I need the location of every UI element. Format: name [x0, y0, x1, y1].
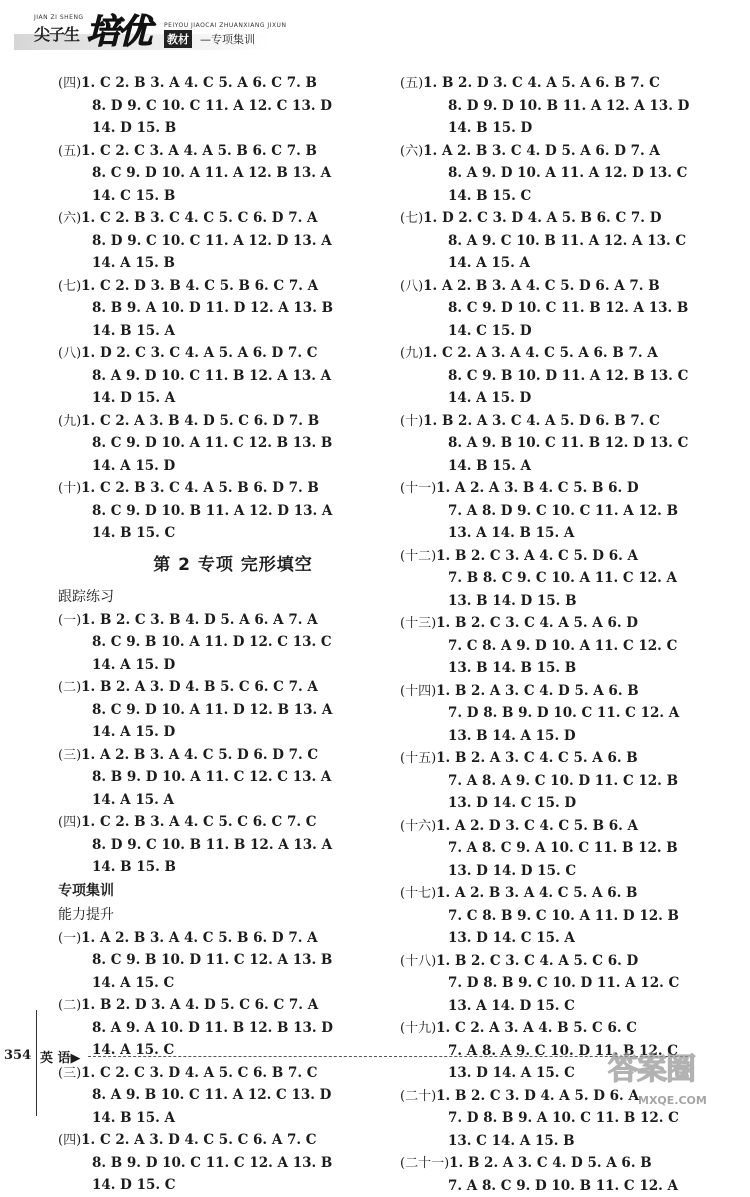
answer-text: 14. C 15. B [92, 188, 175, 204]
set-label: (二) [58, 680, 81, 695]
answer-text: 13. A 14. D 15. C [448, 998, 575, 1014]
set-label: (四) [58, 1133, 81, 1148]
set-label: (十) [58, 481, 81, 496]
watermark [608, 1036, 750, 1116]
answer-text: 14. C 15. D [448, 323, 532, 339]
answer-line [400, 140, 740, 163]
answer-line [58, 95, 388, 118]
answer-line [58, 185, 388, 208]
set-label: (六) [58, 211, 81, 226]
answer-line [400, 185, 740, 208]
answer-line [400, 275, 740, 298]
answer-line [400, 657, 740, 680]
answer-line [58, 455, 388, 478]
answer-text: 14. D 15. A [92, 390, 175, 406]
answer-text: 1. D 2. C 3. C 4. A 5. A 6. D 7. C [81, 345, 317, 361]
answer-text: 14. B 15. A [448, 458, 531, 474]
answer-line [400, 860, 740, 883]
answer-text: 1. C 2. D 3. B 4. C 5. B 6. C 7. A [81, 278, 318, 294]
set-label: (四) [58, 815, 81, 830]
footer-vertical-rule [36, 1010, 37, 1116]
answer-line [400, 545, 740, 568]
answer-text: 8. A 9. B 10. C 11. B 12. D 13. C [448, 435, 688, 451]
answer-line [58, 654, 388, 677]
answer-text: 1. C 2. A 3. B 4. D 5. C 6. D 7. B [81, 413, 319, 429]
answer-text: 8. C 9. D 10. A 11. A 12. B 13. A [92, 165, 331, 181]
answer-line [400, 747, 740, 770]
answer-text: 8. B 9. A 10. D 11. D 12. A 13. B [92, 300, 333, 316]
answer-line [400, 837, 740, 860]
set-label: (二十一) [400, 1156, 449, 1171]
header-small-title: 尖子生 [34, 22, 79, 45]
set-label: (十七) [400, 886, 436, 901]
answer-line [400, 162, 740, 185]
answer-line [58, 789, 388, 812]
answer-text: 7. A 8. C 9. D 10. B 11. C 12. A [448, 1178, 678, 1194]
answer-text: 8. A 9. D 10. A 11. A 12. D 13. C [448, 165, 687, 181]
answer-line [400, 905, 740, 928]
answer-text: 1. A 2. B 3. A 4. C 5. D 6. D 7. C [81, 747, 318, 763]
answer-line [58, 1174, 388, 1197]
answer-text: 7. D 8. B 9. C 10. D 11. A 12. C [448, 975, 679, 991]
answer-text: 7. A 8. A 9. C 10. D 11. B 12. C [448, 1043, 678, 1059]
header-pinyin-left: JIAN ZI SHENG [34, 14, 84, 21]
answer-text: 8. A 9. C 10. B 11. A 12. A 13. C [448, 233, 686, 249]
book-header [14, 0, 314, 58]
answer-line [400, 1152, 740, 1175]
answer-text: 13. D 14. C 15. A [448, 930, 575, 946]
answer-line [400, 567, 740, 590]
answer-text: 8. C 9. D 10. A 11. D 12. B 13. A [92, 702, 332, 718]
answer-line [58, 972, 388, 995]
answer-line [58, 342, 388, 365]
answer-text: 13. D 14. A 15. C [448, 1065, 575, 1081]
set-label: (十六) [400, 819, 436, 834]
answer-text: 1. B 2. D 3. C 4. A 5. A 6. B 7. C [423, 75, 660, 91]
subhead-tracking-practice: 跟踪练习 [58, 585, 388, 609]
answer-text: 7. C 8. B 9. C 10. A 11. D 12. B [448, 908, 679, 924]
answer-text: 13. B 14. A 15. D [448, 728, 576, 744]
answer-text: 8. D 9. C 10. C 11. A 12. D 13. A [92, 233, 332, 249]
answer-line [400, 1130, 740, 1153]
answer-text: 14. A 15. D [92, 724, 175, 740]
answer-text: 1. B 2. C 3. C 4. A 5. A 6. D [436, 615, 638, 631]
answer-text: 1. B 2. A 3. D 4. B 5. C 6. C 7. A [81, 679, 318, 695]
answer-line [58, 949, 388, 972]
answer-block-right [400, 72, 740, 1197]
answer-text: 1. A 2. A 3. B 4. C 5. B 6. D [436, 480, 638, 496]
answer-line [400, 702, 740, 725]
watermark-text: 答案圈 [608, 1044, 695, 1088]
answer-text: 14. B 15. C [448, 188, 531, 204]
answer-text: 7. A 8. C 9. A 10. C 11. B 12. B [448, 840, 678, 856]
answer-text: 7. A 8. A 9. C 10. D 11. C 12. B [448, 773, 678, 789]
answer-text: 14. A 15. C [92, 975, 174, 991]
answer-line [400, 770, 740, 793]
set-label: (八) [58, 346, 81, 361]
header-tag-suffix: —专项集训 [200, 31, 255, 47]
answer-line [400, 320, 740, 343]
answer-text: 1. B 2. A 3. C 4. D 5. A 6. B [449, 1155, 651, 1171]
answer-block-1 [58, 72, 388, 545]
answer-text: 14. A 15. B [92, 255, 175, 271]
answer-text: 8. C 9. D 10. A 11. C 12. B 13. B [92, 435, 332, 451]
answer-line [58, 477, 388, 500]
answer-text: 7. D 8. B 9. D 10. C 11. C 12. A [448, 705, 679, 721]
answer-text: 8. C 9. D 10. C 11. B 12. A 13. B [448, 300, 688, 316]
set-label: (十一) [400, 481, 436, 496]
answer-line [400, 995, 740, 1018]
footer-dashed-line [88, 1056, 688, 1057]
answer-text: 1. B 2. C 3. D 4. A 5. D 6. A [436, 1088, 639, 1104]
answer-line [400, 680, 740, 703]
set-label: (九) [58, 414, 81, 429]
answer-line [58, 699, 388, 722]
answer-text: 14. A 15. C [92, 1042, 174, 1058]
set-label: (十五) [400, 751, 436, 766]
answer-line [58, 410, 388, 433]
answer-text: 8. D 9. C 10. C 11. A 12. C 13. D [92, 98, 332, 114]
answer-line [400, 455, 740, 478]
set-label: (十八) [400, 954, 436, 969]
answer-line [58, 856, 388, 879]
answer-line [400, 725, 740, 748]
answer-line [58, 275, 388, 298]
answer-line [58, 1062, 388, 1085]
answer-line [400, 365, 740, 388]
answer-text: 14. A 15. D [92, 657, 175, 673]
answer-line [58, 230, 388, 253]
answer-text: 1. C 2. B 3. C 4. A 5. B 6. D 7. B [81, 480, 319, 496]
answer-text: 14. A 15. D [448, 390, 531, 406]
answer-text: 1. C 2. B 3. A 4. C 5. C 6. C 7. C [81, 814, 316, 830]
header-pinyin-right: PEIYOU JIAOCAI ZHUANXIANG JIXUN [164, 22, 286, 29]
answer-line [58, 1017, 388, 1040]
answer-text: 13. A 14. B 15. A [448, 525, 574, 541]
answer-line [400, 612, 740, 635]
set-label: (六) [400, 144, 423, 159]
answer-line [58, 631, 388, 654]
answer-text: 8. B 9. D 10. A 11. C 12. C 13. A [92, 769, 331, 785]
answer-line [400, 972, 740, 995]
answer-line [400, 432, 740, 455]
subject-label: 英 语▶ [40, 1047, 81, 1066]
answer-block-3 [58, 927, 388, 1197]
answer-line [58, 162, 388, 185]
answer-text: 1. C 2. A 3. D 4. C 5. C 6. A 7. C [81, 1132, 316, 1148]
header-tag: 教材 [164, 30, 192, 48]
right-column [400, 72, 740, 1197]
answer-line [58, 365, 388, 388]
answer-line [58, 1107, 388, 1130]
answer-line [400, 230, 740, 253]
subhead-special-training: 专项集训 [58, 879, 388, 903]
answer-text: 13. D 14. D 15. C [448, 863, 576, 879]
set-label: (二十) [400, 1089, 436, 1104]
subhead-ability-improvement: 能力提升 [58, 903, 388, 927]
set-label: (十九) [400, 1021, 436, 1036]
answer-line [400, 252, 740, 275]
answer-line [400, 387, 740, 410]
answer-line [58, 140, 388, 163]
set-label: (一) [58, 931, 81, 946]
answer-line [400, 410, 740, 433]
answer-text: 1. A 2. B 3. A 4. C 5. A 6. B [436, 885, 637, 901]
answer-text: 1. B 2. A 3. C 4. C 5. A 6. B [436, 750, 638, 766]
answer-text: 8. C 9. B 10. A 11. D 12. C 13. C [92, 634, 332, 650]
answer-line [58, 207, 388, 230]
answer-line [400, 72, 740, 95]
set-label: (四) [58, 76, 81, 91]
answer-text: 1. C 2. B 3. A 4. C 5. A 6. C 7. B [81, 75, 317, 91]
answer-text: 14. A 15. A [92, 792, 174, 808]
answer-text: 13. B 14. D 15. B [448, 593, 577, 609]
answer-text: 1. A 2. D 3. C 4. C 5. B 6. A [436, 818, 638, 834]
set-label: (十四) [400, 684, 436, 699]
set-label: (十三) [400, 616, 436, 631]
answer-text: 8. A 9. D 10. C 11. B 12. A 13. A [92, 368, 331, 384]
answer-text: 8. D 9. D 10. B 11. A 12. A 13. D [448, 98, 689, 114]
answer-text: 7. B 8. C 9. C 10. A 11. C 12. A [448, 570, 677, 586]
set-label: (九) [400, 346, 423, 361]
answer-text: 8. B 9. D 10. C 11. C 12. A 13. B [92, 1155, 332, 1171]
answer-line [58, 117, 388, 140]
answer-line [400, 927, 740, 950]
set-label: (三) [58, 1066, 81, 1081]
set-label: (八) [400, 279, 423, 294]
answer-text: 1. C 2. C 3. D 4. A 5. C 6. B 7. C [81, 1065, 317, 1081]
set-label: (十二) [400, 549, 436, 564]
answer-line [400, 297, 740, 320]
answer-line [400, 342, 740, 365]
answer-text: 1. C 2. C 3. A 4. A 5. B 6. C 7. B [81, 143, 317, 159]
answer-text: 1. B 2. D 3. A 4. D 5. C 6. C 7. A [81, 997, 318, 1013]
answer-line [400, 590, 740, 613]
answer-text: 1. A 2. B 3. C 4. D 5. A 6. D 7. A [423, 143, 660, 159]
answer-text: 8. C 9. B 10. D 11. C 12. A 13. B [92, 952, 332, 968]
answer-text: 1. B 2. A 3. C 4. D 5. A 6. B [436, 683, 638, 699]
answer-text: 1. D 2. C 3. D 4. A 5. B 6. C 7. D [423, 210, 661, 226]
answer-line [400, 635, 740, 658]
answer-line [400, 1175, 740, 1197]
answer-line [400, 95, 740, 118]
answer-text: 1. C 2. B 3. C 4. C 5. C 6. D 7. A [81, 210, 317, 226]
answer-line [400, 522, 740, 545]
answer-text: 1. B 2. C 3. A 4. C 5. D 6. A [436, 548, 638, 564]
answer-line [58, 500, 388, 523]
answer-text: 14. B 15. D [448, 120, 532, 136]
answer-line [58, 252, 388, 275]
answer-text: 1. A 2. B 3. A 4. C 5. B 6. D 7. A [81, 930, 317, 946]
answer-line [58, 432, 388, 455]
answer-text: 13. B 14. B 15. B [448, 660, 576, 676]
set-label: (七) [400, 211, 423, 226]
answer-line [58, 927, 388, 950]
answer-line [58, 522, 388, 545]
answer-text: 14. B 15. A [92, 1110, 175, 1126]
answer-line [400, 815, 740, 838]
answer-text: 1. B 2. C 3. B 4. D 5. A 6. A 7. A [81, 612, 317, 628]
answer-text: 14. A 15. A [448, 255, 530, 271]
set-label: (二) [58, 998, 81, 1013]
answer-line [58, 834, 388, 857]
answer-line [58, 1039, 388, 1062]
answer-line [58, 676, 388, 699]
answer-line [400, 117, 740, 140]
set-label: (七) [58, 279, 81, 294]
answer-line [58, 744, 388, 767]
set-label: (三) [58, 748, 81, 763]
answer-text: 14. D 15. B [92, 120, 176, 136]
answer-text: 1. B 2. A 3. C 4. A 5. D 6. B 7. C [423, 413, 660, 429]
answer-line [58, 387, 388, 410]
answer-line [400, 950, 740, 973]
answer-line [400, 792, 740, 815]
answer-text: 1. B 2. C 3. C 4. A 5. C 6. D [436, 953, 638, 969]
answer-line [58, 994, 388, 1017]
answer-text: 8. A 9. B 10. C 11. A 12. C 13. D [92, 1087, 331, 1103]
answer-text: 14. B 15. A [92, 323, 175, 339]
answer-text: 14. B 15. B [92, 859, 176, 875]
answer-text: 8. C 9. D 10. B 11. A 12. D 13. A [92, 503, 332, 519]
set-label: (五) [400, 76, 423, 91]
answer-line [400, 882, 740, 905]
answer-text: 8. A 9. A 10. D 11. B 12. B 13. D [92, 1020, 333, 1036]
set-label: (五) [58, 144, 81, 159]
answer-line [58, 1129, 388, 1152]
set-label: (一) [58, 613, 81, 628]
header-logo: 培优 [86, 4, 150, 53]
answer-text: 14. A 15. D [92, 458, 175, 474]
answer-line [58, 320, 388, 343]
answer-line [58, 297, 388, 320]
section-title: 第 2 专项 完形填空 [58, 545, 388, 585]
answer-text: 14. D 15. C [92, 1177, 176, 1193]
answer-line [400, 500, 740, 523]
answer-line [58, 811, 388, 834]
answer-block-2 [58, 609, 388, 879]
answer-line [58, 609, 388, 632]
watermark-url: MXQE.COM [638, 1094, 707, 1107]
answer-line [58, 766, 388, 789]
answer-line [58, 72, 388, 95]
answer-text: 7. A 8. D 9. C 10. C 11. A 12. B [448, 503, 678, 519]
answer-text: 7. C 8. A 9. D 10. A 11. C 12. C [448, 638, 677, 654]
answer-text: 13. C 14. A 15. B [448, 1133, 575, 1149]
answer-line [58, 1152, 388, 1175]
answer-text: 1. C 2. A 3. A 4. C 5. A 6. B 7. A [423, 345, 658, 361]
answer-text: 1. C 2. A 3. A 4. B 5. C 6. C [436, 1020, 637, 1036]
answer-text: 8. D 9. C 10. B 11. B 12. A 13. A [92, 837, 332, 853]
answer-text: 1. A 2. B 3. A 4. C 5. D 6. A 7. B [423, 278, 659, 294]
answer-line [58, 1084, 388, 1107]
answer-line [400, 207, 740, 230]
page-number: 354 [4, 1048, 31, 1063]
answer-text: 7. D 8. B 9. A 10. C 11. B 12. C [448, 1110, 679, 1126]
answer-text: 13. D 14. C 15. D [448, 795, 576, 811]
answer-line [58, 721, 388, 744]
answer-text: 8. C 9. B 10. D 11. A 12. B 13. C [448, 368, 688, 384]
answer-text: 14. B 15. C [92, 525, 175, 541]
answer-line [400, 477, 740, 500]
set-label: (十) [400, 414, 423, 429]
left-column [58, 72, 388, 1197]
